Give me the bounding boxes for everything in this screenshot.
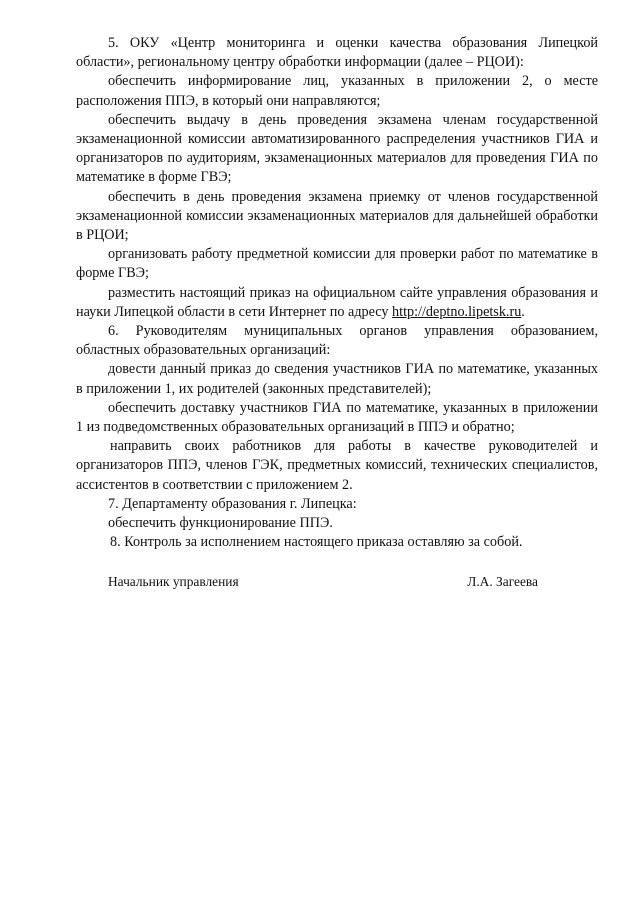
signature-position: Начальник управления <box>108 574 239 589</box>
paragraph-7-ensure: обеспечить функционирование ППЭ. <box>108 515 333 532</box>
paragraph-5-issue-materials: обеспечить выдачу в день проведения экзамена членам государственной экзаменационной комиссии автоматизированного распределения участников ГИА и организаторов по аудиториям, экзаменационных материалов для проведения ГИА по математике в форме ГВЭ; <box>76 111 598 186</box>
paragraph-5: 5. ОКУ «Центр мониторинга и оценки качества образования Липецкой области», региональному центру обработки информации (далее – РЦОИ): <box>76 35 598 71</box>
document-body <box>76 34 598 552</box>
paragraph-6: 6. Руководителям муниципальных органов управления образованием, областных образовательных организаций: <box>76 323 598 359</box>
paragraph-5-inform: обеспечить информирование лиц, указанных в приложении 2, о месте расположения ППЭ, в который они направляются; <box>76 73 598 109</box>
signature-block <box>108 574 538 594</box>
paragraph-6-inform-participants: довести данный приказ до сведения участников ГИА по математике, указанных в приложении 1, их родителей (законных представителей); <box>76 361 598 397</box>
paragraph-5-publish-text: разместить настоящий приказ на официальном сайте управления образования и науки Липецкой области в сети Интернет по адресу <box>76 284 598 320</box>
paragraph-5-publish-end: . <box>521 303 525 320</box>
signature-name: Л.А. Загеева <box>467 574 538 589</box>
paragraph-6-delivery: обеспечить доставку участников ГИА по математике, указанных в приложении 1 из подведомственных образовательных организаций в ППЭ и обратно; <box>76 399 598 436</box>
paragraph-7: 7. Департаменту образования г. Липецка: <box>108 495 357 512</box>
paragraph-6-staff: направить своих работников для работы в качестве руководителей и организаторов ППЭ, членов ГЭК, предметных комиссий, технических специалистов, ассистентов в соответствии с приложением 2. <box>76 438 598 493</box>
department-website-link[interactable]: http://deptno.lipetsk.ru <box>392 303 522 320</box>
paragraph-5-subject-commission: организовать работу предметной комиссии для проверки работ по математике в форме ГВЭ; <box>76 246 598 282</box>
paragraph-5-publish <box>76 284 598 322</box>
paragraph-5-accept-materials: обеспечить в день проведения экзамена приемку от членов государственной экзаменационной комиссии экзаменационных материалов для дальнейшей обработки в РЦОИ; <box>76 188 598 244</box>
paragraph-8: 8. Контроль за исполнением настоящего приказа оставляю за собой. <box>110 534 523 551</box>
